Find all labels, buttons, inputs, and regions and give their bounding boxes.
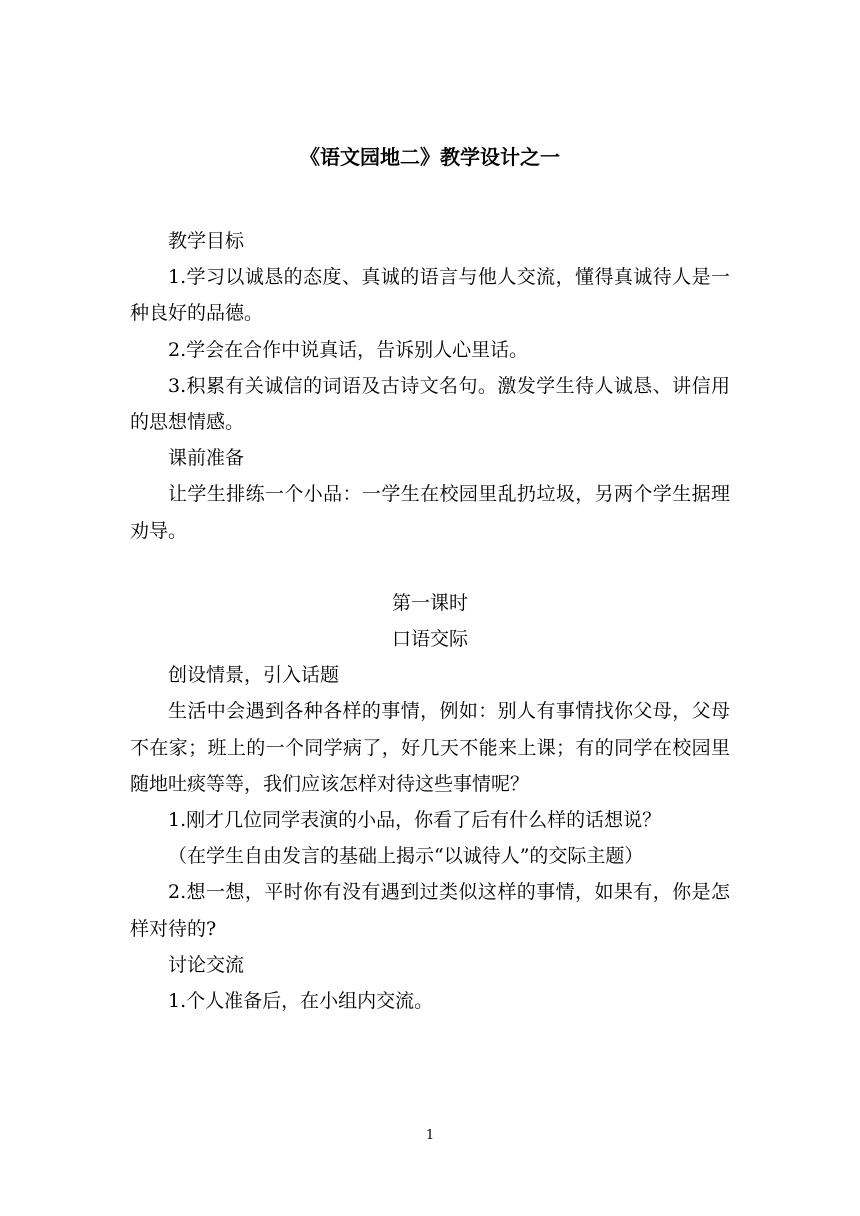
paragraph-preparation-heading: 课前准备: [168, 447, 245, 470]
document-title: 《语文园地二》教学设计之一: [300, 145, 560, 169]
paragraph-theme-reveal: （在学生自由发言的基础上揭示“以诚待人”的交际主题）: [168, 845, 644, 868]
document-body: [130, 223, 730, 1019]
paragraph-goal-3: 3.积累有关诚信的词语及古诗文名句。激发学生待人诚恳、讲信用的思想情感。: [130, 374, 730, 434]
paragraph-scenario-heading: 创设情景，引入话题: [168, 664, 340, 687]
paragraph-discussion-question-1: 1.刚才几位同学表演的小品，你看了后有什么样的话想说？: [168, 809, 662, 832]
paragraph-goal-1: 1.学习以诚恳的态度、真诚的语言与他人交流，懂得真诚待人是一种良好的品德。: [130, 266, 730, 325]
paragraph-group-discussion: 1.个人准备后，在小组内交流。: [168, 990, 434, 1013]
paragraph-discussion-heading: 讨论交流: [168, 953, 245, 976]
paragraph-scenario-text: 生活中会遇到各种各样的事情，例如：别人有事情找你父母，父母不在家；班上的一个同学病了，好几天不能来上课；有的同学在校园里随地吐痰等等，我们应该怎样对待这些事情呢？: [130, 700, 730, 795]
page-number: 1: [425, 1128, 435, 1143]
paragraph-goal-2: 2.学会在合作中说真话，告诉别人心里话。: [168, 338, 529, 361]
section-heading: 口语交际: [391, 628, 468, 651]
section-spacer: [130, 549, 730, 585]
paragraph-discussion-question-2: 2.想一想，平时你有没有遇到过类似这样的事情，如果有，你是怎样对待的?: [130, 881, 730, 940]
lesson-heading: 第一课时: [391, 591, 468, 614]
paragraph-preparation-text: 让学生排练一个小品：一学生在校园里乱扔垃圾，另两个学生据理劝导。: [130, 483, 730, 542]
paragraph-teaching-goals-heading: 教学目标: [168, 230, 245, 252]
